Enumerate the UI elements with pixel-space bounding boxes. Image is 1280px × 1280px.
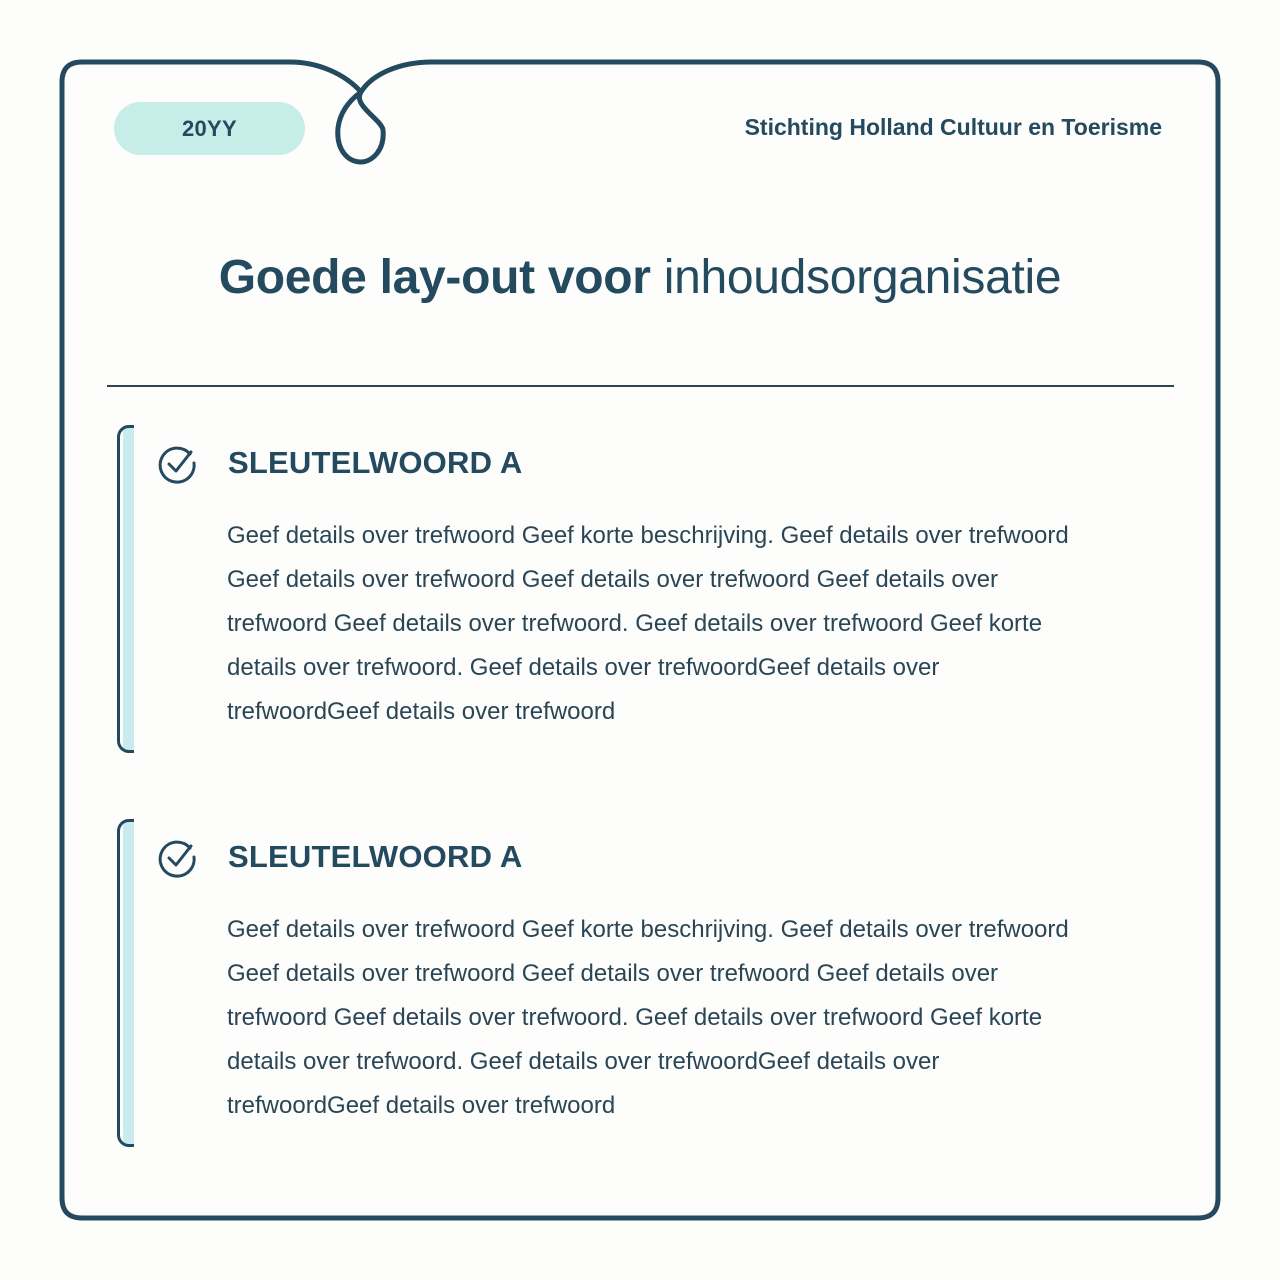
description-line: trefwoordGeef details over trefwoord [227,698,616,725]
year-badge: 20YY [114,102,305,155]
title-bold-part: Goede lay-out voor [218,251,651,304]
keyword-section-1 [117,425,1177,753]
section-bracket [117,425,134,753]
description-line: trefwoordGeef details over trefwoord [227,1092,616,1119]
check-circle-icon [157,838,199,880]
keyword-section-2 [117,819,1177,1147]
description-line: details over trefwoord. Geef details over trefwoordGeef details over [227,654,940,681]
title-divider [107,385,1174,387]
section-keyword: SLEUTELWOORD A [228,839,523,874]
page-title [0,250,1280,305]
section-description [227,514,1162,734]
section-bracket [117,819,134,1147]
description-line: Geef details over trefwoord Geef korte beschrijving. Geef details over trefwoord [227,522,1069,549]
description-line: trefwoord Geef details over trefwoord. Geef details over trefwoord Geef korte [227,1004,1043,1031]
check-circle-icon [157,444,199,486]
title-regular-part: inhoudsorganisatie [650,251,1062,304]
description-line: details over trefwoord. Geef details over trefwoordGeef details over [227,1048,940,1075]
description-line: Geef details over trefwoord Geef details over trefwoord Geef details over [227,960,999,987]
section-keyword: SLEUTELWOORD A [228,445,523,480]
organization-name: Stichting Holland Cultuur en Toerisme [744,114,1162,140]
description-line: Geef details over trefwoord Geef korte beschrijving. Geef details over trefwoord [227,916,1069,943]
description-line: trefwoord Geef details over trefwoord. Geef details over trefwoord Geef korte [227,610,1043,637]
description-line: Geef details over trefwoord Geef details over trefwoord Geef details over [227,566,999,593]
section-description [227,908,1162,1128]
